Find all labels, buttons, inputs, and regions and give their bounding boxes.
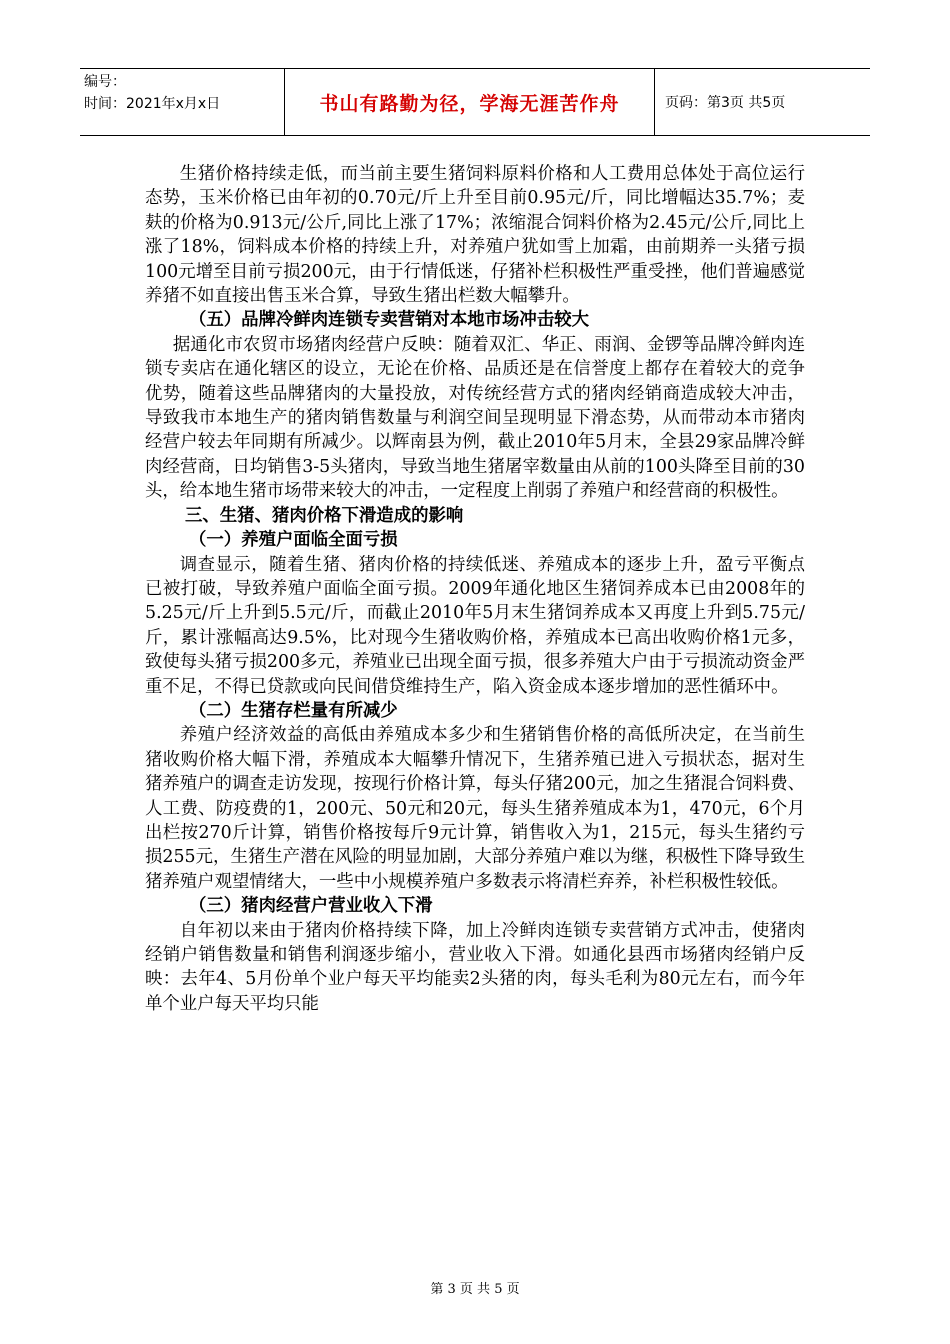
page-footer: 第 3 页 共 5 页 <box>430 1282 520 1297</box>
body-paragraph: 自年初以来由于猪肉价格持续下降，加上冷鲜肉连锁专卖营销方式冲击，使猪肉经销户销售数量和销售利润逐步缩小，营业收入下滑。如通化县西市场猪肉经销户反映：去年4、5月份单个业户每天平均能卖2头猪的肉，每头毛利为80元左右，而今年单个业户每天平均只能 <box>145 920 805 1014</box>
body-paragraph: 生猪价格持续走低，而当前主要生猪饲料原料价格和人工费用总体处于高位运行态势，玉米价格已由年初的0.70元/斤上升至目前0.95元/斤，同比增幅达35.7%；麦麸的价格为0.913元/公斤,同比上涨了17%；浓缩混合饲料价格为2.45元/公斤,同比上涨了18%，饲料成本价格的持续上升，对养殖户犹如雪上加霜，由前期养一头猪亏损100元增至目前亏损200元，由于行情低迷，仔猪补栏积极性严重受挫，他们普遍感觉养猪不如直接出售玉米合算，导致生猪出栏数大幅攀升。 <box>145 164 805 307</box>
header-page-info: 页码：第3页 共5页 <box>665 95 786 111</box>
section-subheading: （二）生猪存栏量有所减少 <box>189 700 398 721</box>
body-paragraph: 据通化市农贸市场猪肉经营户反映：随着双汇、华正、雨润、金锣等品牌冷鲜肉连锁专卖店在通化辖区的设立，无论在价格、品质还是在信誉度上都存在着较大的竞争优势，随着这些品牌猪肉的大量投放，对传统经营方式的猪肉经销商造成较大冲击，导致我市本地生产的猪肉销售数量与利润空间呈现明显下滑态势，从而带动本市猪肉经营户较去年同期有所减少。以辉南县为例，截止2010年5月末，全县29家品牌冷鲜肉经营商，日均销售3-5头猪肉，导致当地生猪屠宰数量由从前的100头降至目前的30头，给本地生猪市场带来较大的冲击，一定程度上削弱了养殖户和经营商的积极性。 <box>145 334 805 502</box>
page-header <box>80 68 870 136</box>
body-paragraph: 养殖户经济效益的高低由养殖成本多少和生猪销售价格的高低所决定，在当前生猪收购价格大幅下滑，养殖成本大幅攀升情况下，生猪养殖已进入亏损状态，据对生猪养殖户的调查走访发现，按现行价格计算，每头仔猪200元，加之生猪混合饲料费、人工费、防疫费的1，200元、50元和20元，每头生猪养殖成本为1，470元，6个月出栏按270斤计算，销售价格按每斤9元计算，销售收入为1，215元，每头生猪约亏损255元，生猪生产潜在风险的明显加剧，大部分养殖户难以为继，积极性下降导致生猪养殖户观望情绪大，一些中小规模养殖户多数表示将清栏弃养，补栏积极性较低。 <box>145 725 805 892</box>
header-meta <box>80 69 285 135</box>
doc-number: 编号： <box>84 74 126 90</box>
section-subheading: （一）养殖户面临全面亏损 <box>189 530 398 551</box>
section-heading: 三、生猪、猪肉价格下滑造成的影响 <box>185 505 464 526</box>
document-body <box>145 162 805 1016</box>
section-subheading: （五）品牌冷鲜肉连锁专卖营销对本地市场冲击较大 <box>189 310 589 331</box>
section-subheading: （三）猪肉经营户营业收入下滑 <box>189 896 433 917</box>
doc-time: 时间：2021年x月x日 <box>84 96 221 112</box>
header-motto: 书山有路勤为径，学海无涯苦作舟 <box>285 69 655 135</box>
body-paragraph: 调查显示，随着生猪、猪肉价格的持续低迷、养殖成本的逐步上升，盈亏平衡点已被打破，导致养殖户面临全面亏损。2009年通化地区生猪饲养成本已由2008年的5.25元/斤上升到5.5元/斤，而截止2010年5月末生猪饲养成本又再度上升到5.75元/斤，累计涨幅高达9.5%，比对现今生猪收购价格，养殖成本已高出收购价格1元多，致使每头猪亏损200多元，养殖业已出现全面亏损，很多养殖大户由于亏损流动资金严重不足，不得已贷款或向民间借贷维持生产，陷入资金成本逐步增加的恶性循环中。 <box>145 554 805 697</box>
